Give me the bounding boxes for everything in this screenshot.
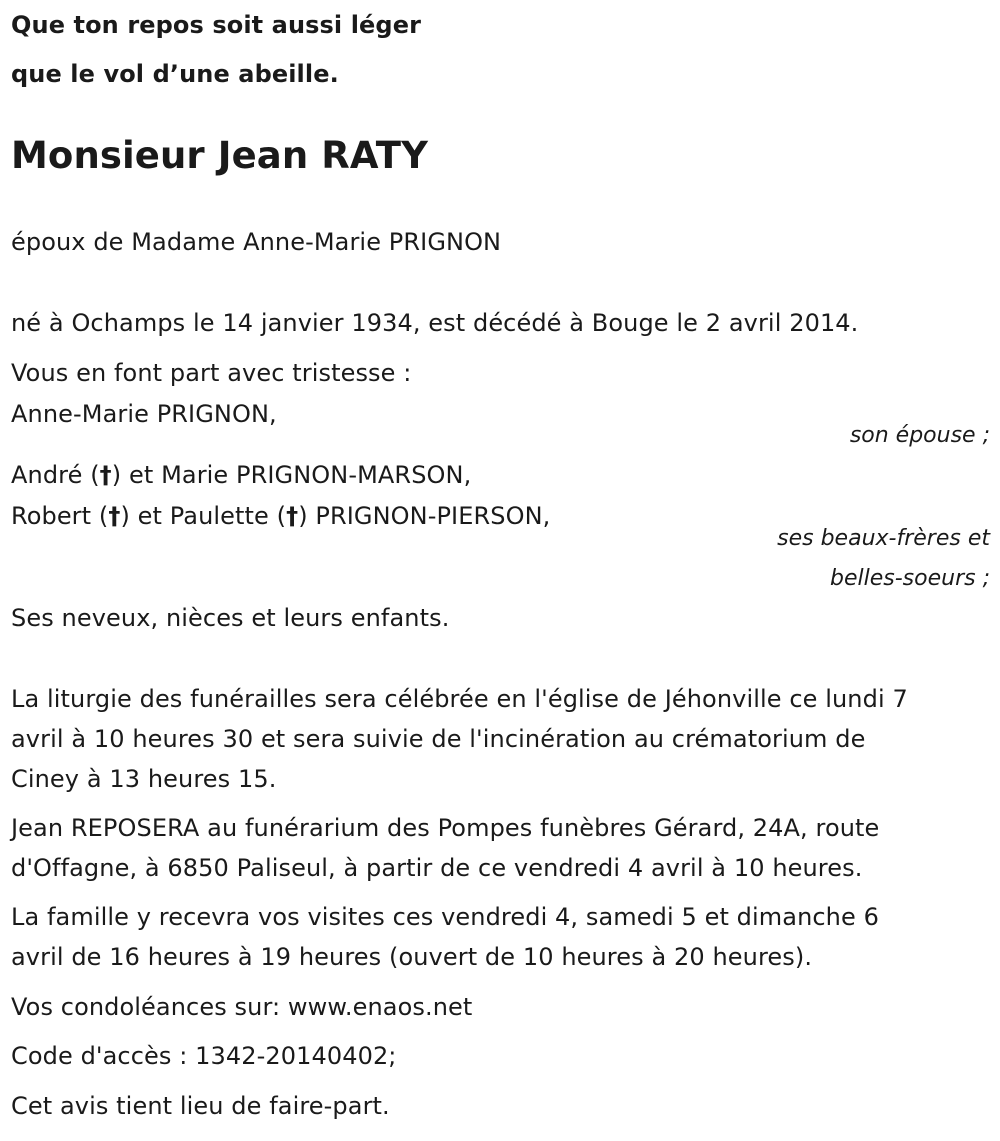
inlaws-role-line-2: belles-soeurs ; <box>830 566 990 591</box>
ceremony-p1-line-3: Ciney à 13 heures 15. <box>11 765 277 793</box>
motto-line-1: Que ton repos soit aussi léger <box>11 11 422 39</box>
nephews-line: Ses neveux, nièces et leurs enfants. <box>11 604 450 632</box>
ceremony-p3-line-2: avril de 16 heures à 19 heures (ouvert de 10 heures à 20 heures). <box>11 943 813 971</box>
notice-line: Cet avis tient lieu de faire-part. <box>11 1092 390 1120</box>
ceremony-p3-line-1: La famille y recevra vos visites ces vendredi 4, samedi 5 et dimanche 6 <box>11 903 879 931</box>
ceremony-p1-line-2: avril à 10 heures 30 et sera suivie de l'incinération au crématorium de <box>11 725 866 753</box>
condolences-line: Vos condoléances sur: www.enaos.net <box>11 993 473 1021</box>
ceremony-p1-line-1: La liturgie des funérailles sera célébrée en l'église de Jéhonville ce lundi 7 <box>11 685 908 713</box>
andre-text-after: ) et Marie PRIGNON-MARSON, <box>111 461 472 489</box>
robert-text-before: Robert ( <box>11 502 109 530</box>
motto-line-2: que le vol d’une abeille. <box>11 60 339 88</box>
cross-icon: † <box>99 461 112 489</box>
family-spouse-role: son épouse ; <box>849 423 990 448</box>
spouse-line: époux de Madame Anne-Marie PRIGNON <box>11 228 502 256</box>
family-line-andre <box>11 460 471 490</box>
robert-text-after: ) PRIGNON-PIERSON, <box>298 502 551 530</box>
cross-icon: † <box>286 502 299 530</box>
inlaws-role-line-1: ses beaux-frères et <box>777 526 990 551</box>
ceremony-p2-line-1: Jean REPOSERA au funérarium des Pompes funèbres Gérard, 24A, route <box>11 814 880 842</box>
family-spouse-name: Anne-Marie PRIGNON, <box>11 400 277 428</box>
robert-text-middle: ) et Paulette ( <box>120 502 287 530</box>
birth-death-line: né à Ochamps le 14 janvier 1934, est décédé à Bouge le 2 avril 2014. <box>11 309 859 337</box>
family-intro: Vous en font part avec tristesse : <box>11 359 412 387</box>
ceremony-p2-line-2: d'Offagne, à 6850 Paliseul, à partir de ce vendredi 4 avril à 10 heures. <box>11 854 863 882</box>
cross-icon: † <box>108 502 121 530</box>
family-line-robert <box>11 501 550 531</box>
andre-text-before: André ( <box>11 461 100 489</box>
access-code-line: Code d'accès : 1342-20140402; <box>11 1042 397 1070</box>
deceased-name: Monsieur Jean RATY <box>11 134 428 177</box>
